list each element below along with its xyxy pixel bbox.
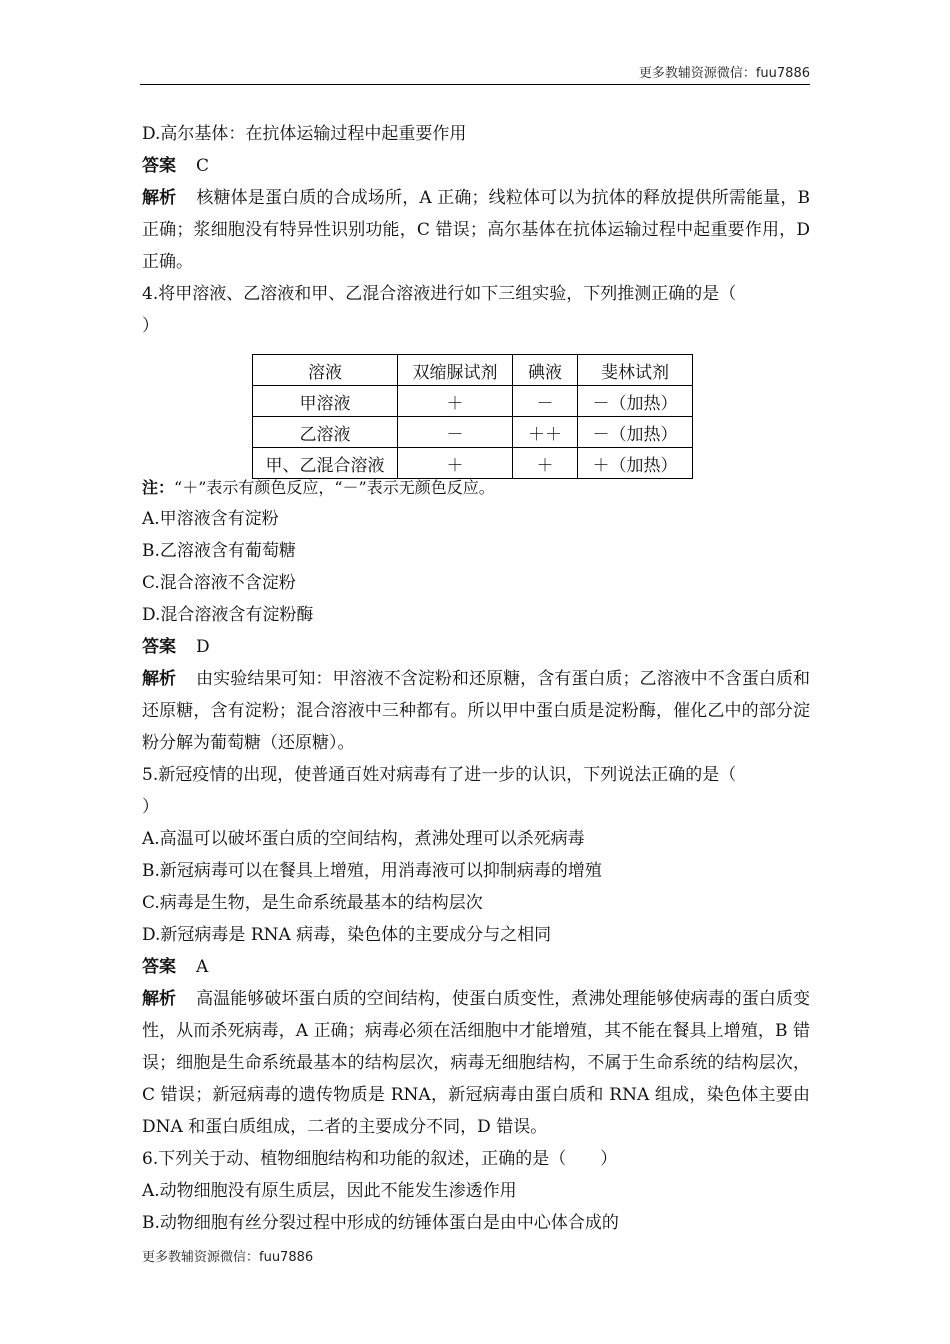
analysis-label: 解析 <box>142 989 177 1009</box>
analysis-text: 核糖体是蛋白质的合成场所，A 正确；线粒体可以为抗体的释放提供所需能量，B 正确；浆细胞没有特异性识别功能，C 错误；高尔基体在抗体运输过程中起重要作用，D 正确。 <box>142 188 811 272</box>
analysis-text: 由实验结果可知：甲溶液不含淀粉和还原糖，含有蛋白质；乙溶液中不含蛋白质和还原糖，含有淀粉；混合溶液中三种都有。所以甲中蛋白质是淀粉酶，催化乙中的部分淀粉分解为葡萄糖（还原糖）。 <box>142 669 810 753</box>
table-header-cell: 溶液 <box>253 355 398 386</box>
table-header-cell: 双缩脲试剂 <box>398 355 513 386</box>
q3-option-d: D.高尔基体：在抗体运输过程中起重要作用 <box>142 124 467 144</box>
table-row <box>253 448 693 479</box>
q5-stem-line2: ） <box>142 797 159 817</box>
page-content <box>142 118 810 1239</box>
table-row <box>253 417 693 448</box>
table-cell: ＋＋ <box>513 417 578 448</box>
note-label: 注： <box>142 478 175 497</box>
analysis-label: 解析 <box>142 669 177 689</box>
note-text: “＋”表示有颜色反应，“－”表示无颜色反应。 <box>174 478 495 497</box>
table-cell: 甲、乙混合溶液 <box>253 448 398 479</box>
q5-option-b: B.新冠病毒可以在餐具上增殖，用消毒液可以抑制病毒的增殖 <box>142 861 602 881</box>
answer-label: 答案 <box>142 637 176 657</box>
q4-option-d: D.混合溶液含有淀粉酶 <box>142 605 314 625</box>
table-cell: －（加热） <box>578 417 693 448</box>
q4-stem-line1: 4.将甲溶液、乙溶液和甲、乙混合溶液进行如下三组实验，下列推测正确的是（ <box>142 284 737 304</box>
table-cell: ＋ <box>398 386 513 417</box>
q4-option-a: A.甲溶液含有淀粉 <box>142 509 279 529</box>
analysis-text: 高温能够破坏蛋白质的空间结构，使蛋白质变性，煮沸处理能够使病毒的蛋白质变性，从而杀死病毒，A 正确；病毒必须在活细胞中才能增殖，其不能在餐具上增殖，B 错误；细胞是生命系统最基本的结构层次，病毒无细胞结构，不属于生命系统的结构层次，C 错误；新冠病毒的遗传物质是 RNA，新冠病毒由蛋白质和 RNA 组成，染色体主要由 DNA 和蛋白质组成，二者的主要成分不同，D 错误。 <box>142 989 810 1137</box>
header-divider <box>140 84 810 85</box>
table-header-cell: 碘液 <box>513 355 578 386</box>
q4-analysis <box>142 663 810 759</box>
q5-analysis <box>142 983 810 1143</box>
table-cell: － <box>398 417 513 448</box>
answer-label: 答案 <box>142 156 176 176</box>
answer-value: A <box>196 957 209 977</box>
table-cell: 乙溶液 <box>253 417 398 448</box>
q4-option-b: B.乙溶液含有葡萄糖 <box>142 541 296 561</box>
table-cell: ＋ <box>398 448 513 479</box>
q5-answer <box>142 951 810 983</box>
q4-stem-line2: ） <box>142 316 159 336</box>
table-cell: 甲溶液 <box>253 386 398 417</box>
table-cell: － <box>513 386 578 417</box>
footer-watermark: 更多教辅资源微信：fuu7886 <box>142 1250 314 1265</box>
q4-option-c: C.混合溶液不含淀粉 <box>142 573 296 593</box>
table-header-row <box>253 355 693 386</box>
answer-label: 答案 <box>142 957 176 977</box>
table-cell: ＋（加热） <box>578 448 693 479</box>
table-row <box>253 386 693 417</box>
answer-value: C <box>196 156 210 176</box>
analysis-label: 解析 <box>142 188 177 208</box>
table-cell: －（加热） <box>578 386 693 417</box>
header-watermark: 更多教辅资源微信：fuu7886 <box>638 66 810 81</box>
q6-stem: 6.下列关于动、植物细胞结构和功能的叙述，正确的是（ ） <box>142 1149 618 1169</box>
q5-option-d: D.新冠病毒是 RNA 病毒，染色体的主要成分与之相同 <box>142 925 552 945</box>
table-cell: ＋ <box>513 448 578 479</box>
q6-option-b: B.动物细胞有丝分裂过程中形成的纺锤体蛋白是由中心体合成的 <box>142 1213 619 1233</box>
experiment-table <box>252 354 693 479</box>
q6-option-a: A.动物细胞没有原生质层，因此不能发生渗透作用 <box>142 1181 517 1201</box>
q5-option-a: A.高温可以破坏蛋白质的空间结构，煮沸处理可以杀死病毒 <box>142 829 585 849</box>
q5-option-c: C.病毒是生物，是生命系统最基本的结构层次 <box>142 893 483 913</box>
q4-answer <box>142 631 810 663</box>
table-header-cell: 斐林试剂 <box>578 355 693 386</box>
q3-answer <box>142 150 810 182</box>
answer-value: D <box>196 637 210 657</box>
q3-analysis <box>142 182 810 278</box>
q5-stem-line1: 5.新冠疫情的出现，使普通百姓对病毒有了进一步的认识，下列说法正确的是（ <box>142 765 737 785</box>
table-note <box>142 477 810 499</box>
